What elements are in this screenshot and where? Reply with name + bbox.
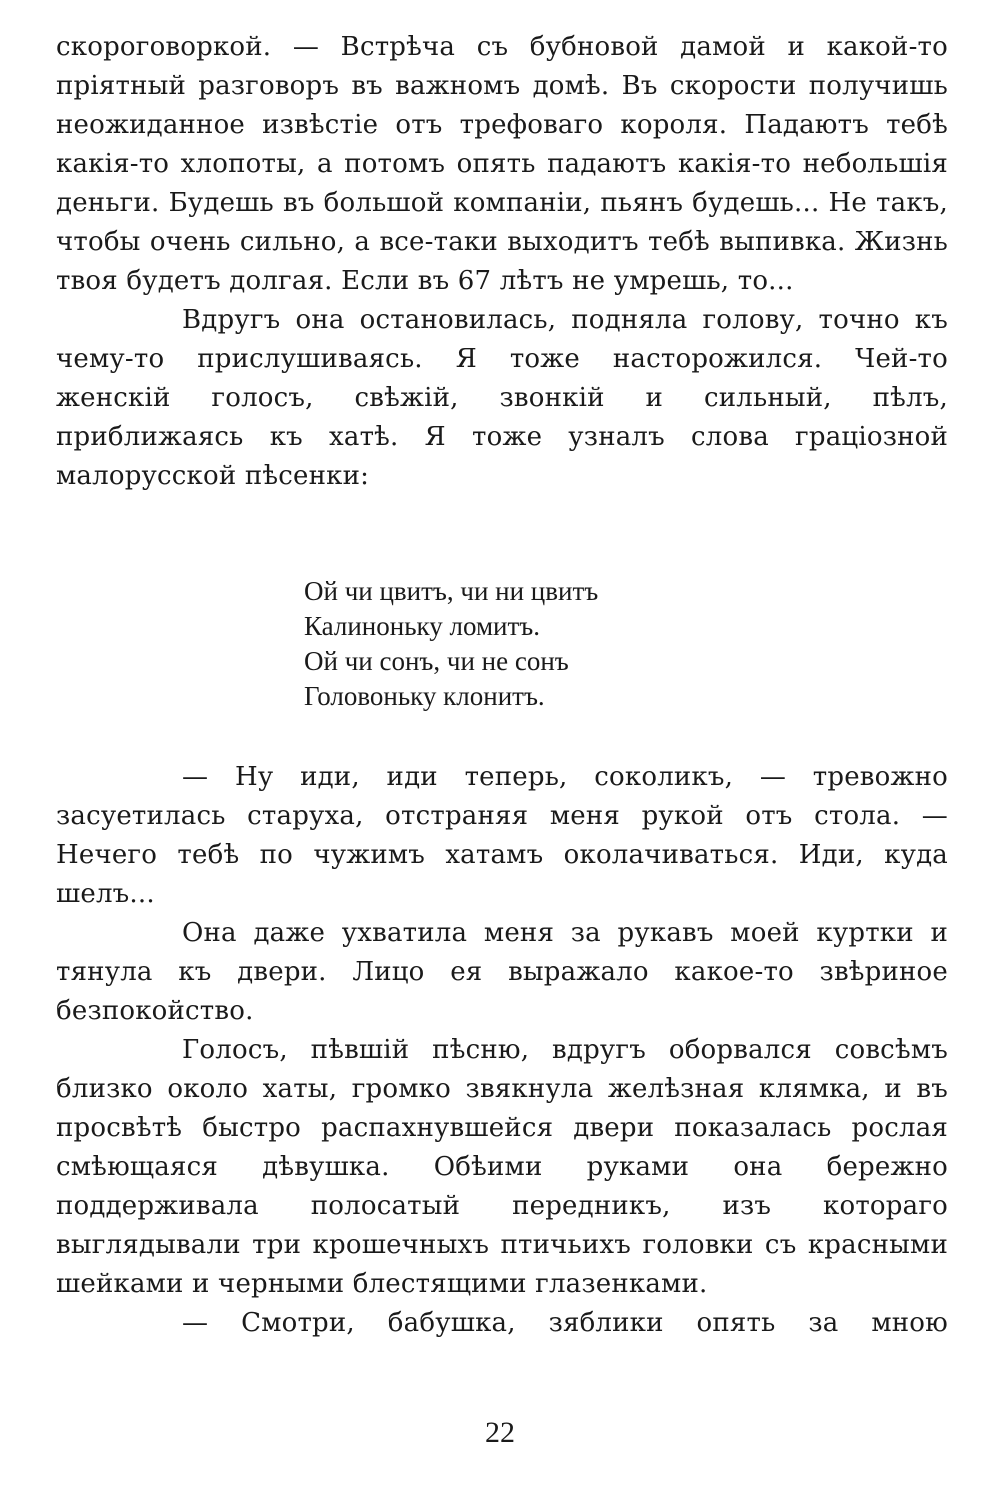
verse-line: Головоньку клонитъ. [304,681,545,711]
verse-line: Ой чи сонъ, чи не сонъ [304,646,569,676]
verse-stanza [304,574,598,714]
paragraph-last-line: — Смотри, бабушка, зяблики опять за мною [182,1308,948,1338]
paragraph: Голосъ, пѣвшій пѣсню, вдругъ оборвался совсѣмъ близко около хаты, громко звякнула желѣзная клямка, и въ просвѣтѣ быстро распахнувшейся двери показалась рослая смѣющаяся дѣвушка. Обѣими руками она бережно поддерживала полосатый передникъ, изъ котораго выглядывали три крошечныхъ птичьихъ головки съ красными шейками и черными блестящими глазенками. [56,1035,948,1299]
text-block-top [56,28,948,496]
paragraph: Она даже ухватила меня за рукавъ моей куртки и тянула къ двери. Лицо ея выражало какое-то звѣриное безпокойство. [56,918,948,1026]
page-number: 22 [485,1416,515,1449]
paragraph: скороговоркой. — Встрѣча съ бубновой дамой и какой-то пріятный разговоръ въ важномъ домѣ. Въ скорости получишь неожиданное извѣстіе отъ трефоваго короля. Падаютъ тебѣ какія-то хлопоты, а потомъ опять падаютъ какія-то небольшія деньги. Будешь въ большой компаніи, пьянъ будешь... Не такъ, чтобы очень сильно, а все-таки выходитъ тебѣ выпивка. Жизнь твоя будетъ долгая. Если въ 67 лѣтъ не умрешь, то... [56,32,948,296]
paragraph: Вдругъ она остановилась, подняла голову, точно къ чему-то прислушиваясь. Я тоже насторожился. Чей-то женскій голосъ, свѣжій, звонкій и сильный, пѣлъ, приближаясь къ хатѣ. Я тоже узналъ слова граціозной малорусской пѣсенки: [56,305,948,491]
verse-line: Калиноньку ломитъ. [304,611,540,641]
verse-line: Ой чи цвитъ, чи ни цвитъ [304,576,599,606]
text-block-bottom [56,758,948,1343]
paragraph: — Ну иди, иди теперь, соколикъ, — тревожно засуетилась старуха, отстраняя меня рукой отъ стола. — Нечего тебѣ по чужимъ хатамъ околачиваться. Иди, куда шелъ... [56,762,948,909]
